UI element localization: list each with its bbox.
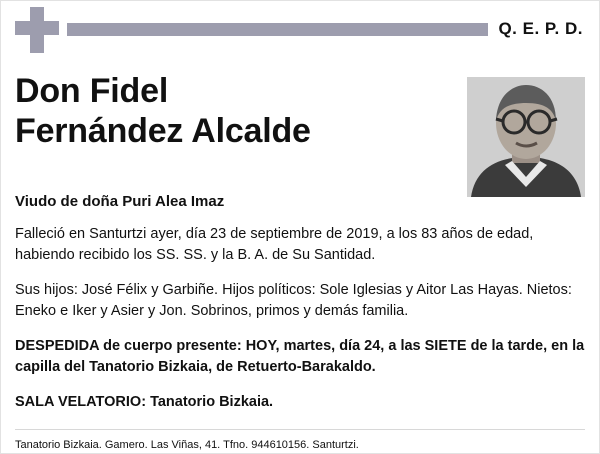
cross-icon [15,7,59,53]
name-and-portrait-row [15,71,585,183]
notice-body [1,59,599,453]
paragraph-farewell: DESPEDIDA de cuerpo presente: HOY, martes, día 24, a las SIETE de la tarde, en la capilla del Tanatorio Bizkaia, de Retuerto-Barakaldo. [15,338,585,375]
deceased-name-line-1: Don Fidel [15,72,169,110]
deceased-name-line-2: Fernández Alcalde [15,112,311,150]
paragraph-wake-room: SALA VELATORIO: Tanatorio Bizkaia. [15,394,274,410]
funeral-home-footnote: Tanatorio Bizkaia. Gamero. Las Viñas, 41. Tfno. 944610156. Santurtzi. [15,429,585,453]
portrait-photo [467,77,585,197]
spouse-line: Viudo de doña Puri Alea Imaz [15,193,225,210]
paragraph-death: Falleció en Santurtzi ayer, día 23 de septiembre de 2019, a los 83 años de edad, habiendo recibido los SS. SS. y la B. A. de Su Santidad. [15,226,534,263]
paragraph-family: Sus hijos: José Félix y Garbiñe. Hijos políticos: Sole Iglesias y Aitor Las Hayas. Nietos: Eneko e Iker y Asier y Jon. Sobrinos, primos y demás familia. [15,282,572,319]
notice-header [1,1,599,59]
qepd-label: Q. E. P. D. [488,19,585,39]
cross-horizontal-bar [15,21,59,35]
